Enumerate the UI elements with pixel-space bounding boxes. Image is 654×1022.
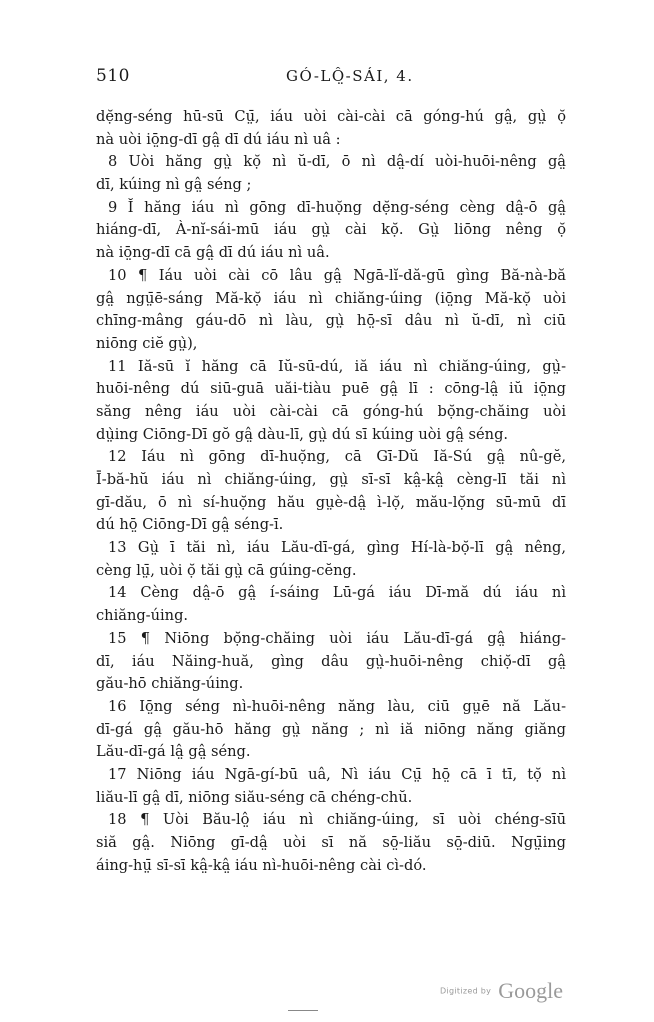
text-line: 17 Niōng iáu Ngā-gí-bū uâ, Nì iáu Cṳ̄ hō̤ cā ī tī, tọ̆ nì (108, 765, 566, 783)
text-line: dī, kúing nì gâ̤ séng ; (96, 176, 252, 194)
text-line: gī-dău, ō nì sí-huọ̆ng hău gṳè-dâ̤ ì-lọ̆, mău-lọ̆ng sū-mū dī (96, 493, 566, 511)
watermark-brand-logo: Google (498, 978, 564, 1003)
text-line: cèng lṳ̄, uòi ọ̆ tăi gṳ̀ cā gúing-cĕng. (96, 561, 357, 579)
text-line: 16 Iō̤ng séng nì-huōi-nêng năng làu, ciū gṳē nă Lău- (108, 697, 566, 715)
text-line: 12 Iáu nì gōng dī-huọ̆ng, cā Gī-Dŭ Iă-Sú gâ̤ nû-gĕ, (108, 448, 566, 466)
digitized-watermark (440, 978, 563, 1004)
footer-rule (288, 1010, 318, 1011)
text-line: gău-hō chiăng-úing. (96, 675, 244, 693)
page-number: 510 (96, 66, 130, 86)
text-line: niōng ciĕ gṳ̀), (96, 334, 198, 352)
text-line: Ī-bă-hŭ iáu nì chiăng-úing, gṳ̀ sī-sī kâ̤-kâ̤ cèng-lī tăi nì (96, 471, 566, 488)
watermark-digitized-label: Digitized by (440, 986, 492, 996)
text-line: dṳ̀ing Ciōng-Dī gŏ gâ̤ dàu-lī, gṳ̀ dú sī kúing uòi gâ̤ séng. (96, 425, 509, 443)
text-line: gâ̤ ngṳ̄ē-sáng Mă-kọ̆ iáu nì chiăng-úing (iō̤ng Mă-kọ̆ uòi (96, 289, 566, 307)
text-line: Lău-dī-gá lâ̤ gâ̤ séng. (96, 743, 251, 761)
text-line: săng nêng iáu uòi cài-cài cā góng-hú bọ̆ng-chăing uòi (96, 402, 566, 420)
text-line: huōi-nêng dú siū-guā uăi-tiàu puē gâ̤ lī : cōng-lâ̤ iŭ iō̤ng (96, 380, 566, 398)
text-line: nà uòi iō̤ng-dī gâ̤ dī dú iáu nì uâ : (96, 130, 341, 148)
text-line: 14 Cèng dâ̤-ō gâ̤ í-sáing Lū-gá iáu Dī-mă dú iáu nì (108, 584, 566, 602)
text-line: dī, iáu Năing-huă, gìng dâu gṳ̀-huōi-nêng chiọ̆-dī gâ̤ (96, 652, 566, 670)
text-block (96, 106, 566, 877)
text-line: 9 Ĭ hăng iáu nì gōng dī-huọ̆ng dẹ̆ng-séng cèng dâ̤-ō gâ̤ (108, 198, 566, 216)
text-line: 8 Uòi hăng gṳ̀ kọ̆ nì ŭ-dī, ō nì dâ̤-dí uòi-huōi-nêng gâ̤ (108, 153, 566, 171)
page-header (96, 66, 566, 88)
text-line: siă gâ̤. Niōng gī-dâ̤ uòi sī nă sō̤-liău sō̤-diū. Ngṳ̄ing (96, 834, 566, 851)
text-line: dú hō̤ Ciōng-Dī gâ̤ séng-ī. (96, 516, 284, 534)
text-line: 13 Gṳ̀ ī tăi nì, iáu Lău-dī-gá, gìng Hí-là-bọ̆-lī gâ̤ nêng, (108, 539, 566, 557)
text-line: chiăng-úing. (96, 607, 189, 625)
text-line: hiáng-dī, À-nĭ-sái-mū iáu gṳ̀ cài kọ̆. Gṳ̀ liōng nêng ọ̆ (96, 221, 566, 239)
text-line: áing-hṳ̄ sī-sī kâ̤-kâ̤ iáu nì-huōi-nêng cài cì-dó. (96, 856, 427, 874)
text-line: liău-lī gâ̤ dī, niōng siău-séng cā chéng-chŭ. (96, 788, 413, 806)
text-line: 10 ¶ Iáu uòi cài cō lâu gâ̤ Ngā-lĭ-dă-gū gìng Bă-nà-bă (108, 266, 566, 284)
text-line: chīng-mâng gáu-dō nì làu, gṳ̀ hō̤-sī dâu nì ŭ-dī, nì ciū (96, 312, 566, 330)
text-line: nà iō̤ng-dī cā gâ̤ dī dú iáu nì uâ. (96, 244, 330, 262)
text-line: dī-gá gâ̤ gău-hō hăng gṳ̀ năng ; nì iă niōng năng giăng (96, 720, 566, 738)
running-head: GÓ-LÔ̤-SÁI, 4. (286, 67, 414, 85)
text-line: dẹ̆ng-séng hū-sū Cṳ̄, iáu uòi cài-cài cā góng-hú gâ̤, gṳ̀ ọ̆ (96, 108, 566, 125)
text-line: 18 ¶ Uòi Bău-lô̤ iáu nì chiăng-úing, sī uòi chéng-sīū (108, 811, 566, 829)
text-line: 15 ¶ Niōng bọ̆ng-chăing uòi iáu Lău-dī-gá gâ̤ hiáng- (108, 629, 566, 647)
text-line: 11 Iă-sū ĭ hăng cā Iŭ-sū-dú, iă iáu nì chiăng-úing, gṳ̀- (108, 357, 566, 375)
